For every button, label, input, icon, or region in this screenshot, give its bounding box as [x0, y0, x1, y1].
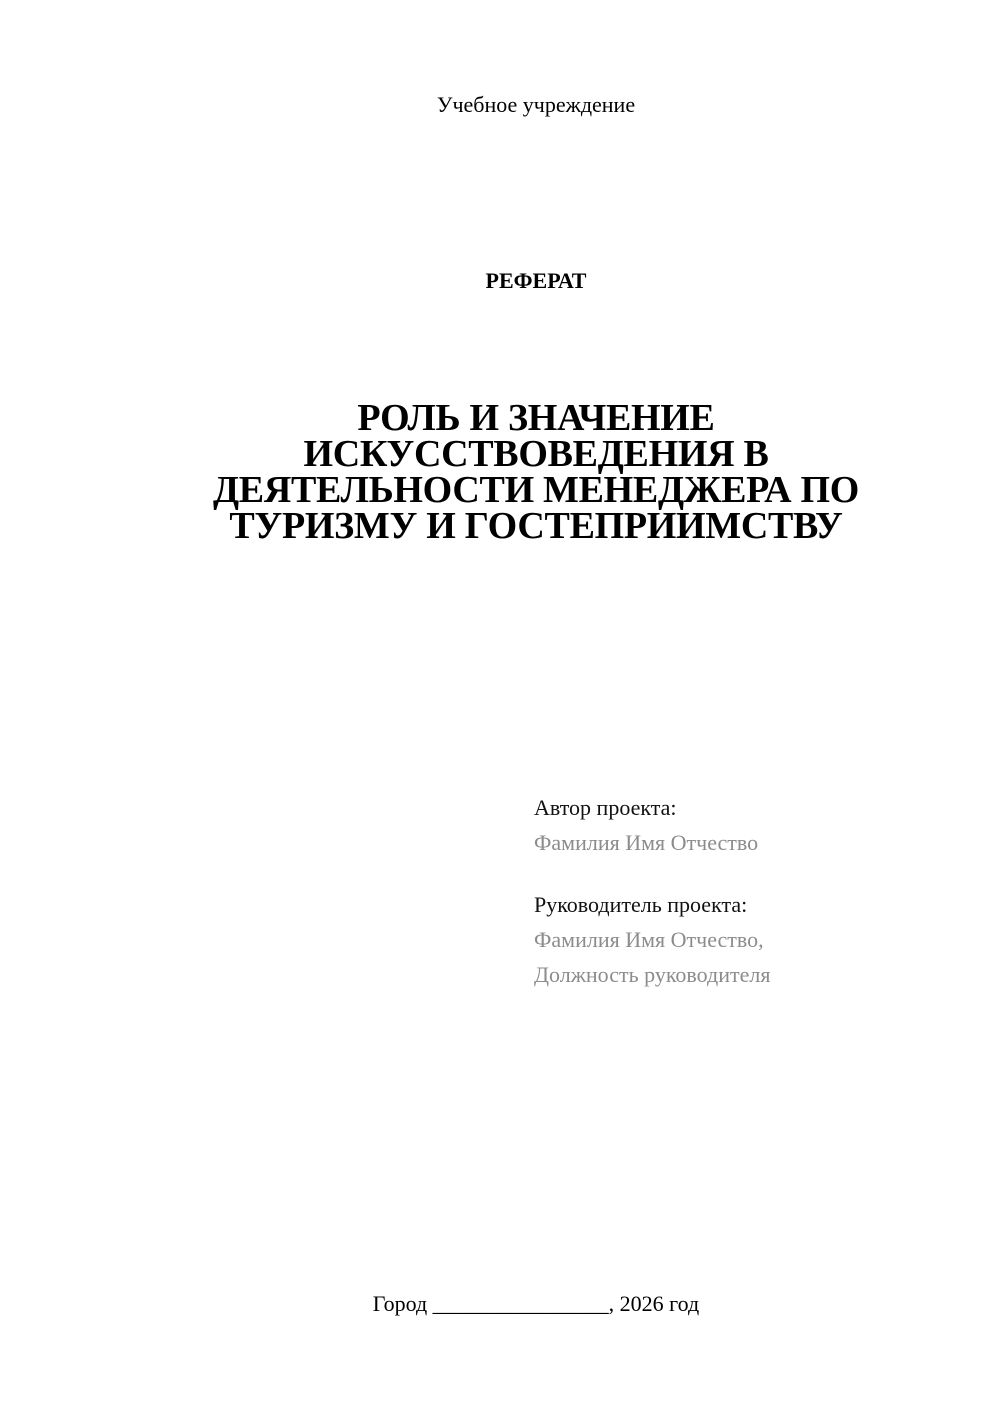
document-title	[186, 397, 886, 547]
document-type: РЕФЕРАТ	[485, 268, 587, 293]
supervisor-label: Руководитель проекта:	[534, 892, 748, 917]
supervisor-position: Должность руководителя	[534, 962, 771, 987]
title-line: ТУРИЗМУ И ГОСТЕПРИИМСТВУ	[229, 505, 843, 547]
author-name: Фамилия Имя Отчество	[534, 830, 759, 855]
city-year-line: Город ________________, 2026 год	[372, 1291, 700, 1316]
institution-name: Учебное учреждение	[436, 92, 636, 117]
title-line: ДЕЯТЕЛЬНОСТИ МЕНЕДЖЕРА ПО	[212, 469, 860, 511]
title-line: РОЛЬ И ЗНАЧЕНИЕ	[357, 397, 715, 439]
title-line: ИСКУССТВОВЕДЕНИЯ В	[303, 433, 769, 475]
supervisor-name: Фамилия Имя Отчество,	[534, 927, 764, 952]
info-spacer	[534, 860, 974, 887]
project-info	[534, 790, 974, 992]
author-label: Автор проекта:	[534, 795, 677, 820]
